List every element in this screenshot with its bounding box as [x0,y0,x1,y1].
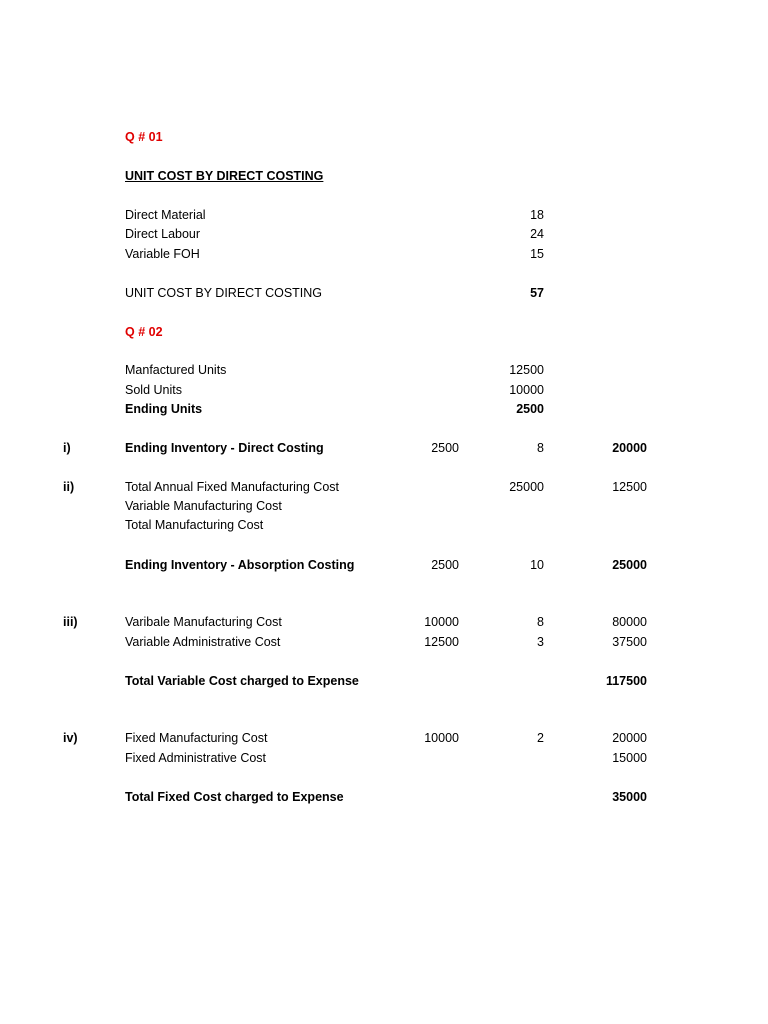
row-col3: 25000 [612,558,647,572]
row-label: Total Annual Fixed Manufacturing Cost [125,480,340,494]
part-iv-row-fixed-mfg [0,728,768,748]
row-label: Variable FOH [125,247,200,261]
row-col3: 37500 [612,635,647,649]
part-ii-row-variable-mfg [0,496,768,516]
part-iii-row-variable-mfg [0,612,768,632]
row-col2: 8 [537,441,544,455]
row-col2: 10 [530,558,544,572]
row-col3: 15000 [612,751,647,765]
row-value: 18 [530,208,544,222]
row-label: Total Manufacturing Cost [125,518,264,532]
row-label: Ending Inventory - Direct Costing [125,441,324,455]
row-label: Manfactured Units [125,363,227,377]
row-col2: 8 [537,615,544,629]
row-col3: 35000 [612,790,647,804]
part-iii-marker: iii) [63,615,78,629]
row-value: 24 [530,227,544,241]
row-label: Fixed Administrative Cost [125,751,267,765]
part-iv-row-fixed-admin [0,748,768,768]
part-iv-marker: iv) [63,731,78,745]
row-col3: 117500 [605,674,647,688]
row-value: 12500 [509,363,544,377]
row-col3: 20000 [612,731,647,745]
row-label: Total Variable Cost charged to Expense [125,674,359,688]
row-value: 10000 [509,383,544,397]
row-label: Direct Labour [125,227,201,241]
q1-title: UNIT COST BY DIRECT COSTING [125,169,324,183]
part-ii-marker: ii) [63,480,75,494]
q1-title-row [0,166,768,186]
row-col2: 25000 [509,480,544,494]
q1-row-direct-labour [0,224,768,244]
part-i-marker: i) [63,441,71,455]
row-label: Direct Material [125,208,206,222]
row-col3: 20000 [612,441,647,455]
part-ii-row-total-mfg [0,515,768,535]
row-value: 15 [530,247,544,261]
q1-row-direct-material [0,205,768,225]
q1-heading-row [0,127,768,147]
row-label: Variable Manufacturing Cost [125,499,282,513]
row-label: Ending Units [125,402,203,416]
row-col1: 12500 [424,635,459,649]
q1-row-variable-foh [0,244,768,264]
row-value: 2500 [516,402,544,416]
row-col1: 2500 [431,441,459,455]
q2-row-manufactured-units [0,360,768,380]
row-col1: 10000 [424,731,459,745]
row-label: Fixed Manufacturing Cost [125,731,268,745]
part-iii-total-row [0,671,768,691]
row-col2: 2 [537,731,544,745]
row-label: Sold Units [125,383,182,397]
q1-total-row [0,283,768,303]
q2-heading-row [0,322,768,342]
q2-heading: Q # 02 [125,325,163,339]
row-label: Total Fixed Cost charged to Expense [125,790,344,804]
q1-heading: Q # 01 [125,130,163,144]
q1-total-value: 57 [530,286,544,300]
row-label: Ending Inventory - Absorption Costing [125,558,355,572]
row-col1: 10000 [424,615,459,629]
part-iv-total-row [0,787,768,807]
row-col2: 3 [537,635,544,649]
q2-row-ending-units [0,399,768,419]
row-label: Variable Administrative Cost [125,635,281,649]
part-i-row [0,438,768,458]
part-ii-row-fixed-mfg [0,477,768,497]
row-col3: 80000 [612,615,647,629]
row-col3: 12500 [612,480,647,494]
part-iii-row-variable-admin [0,632,768,652]
row-col1: 2500 [431,558,459,572]
q1-total-label: UNIT COST BY DIRECT COSTING [125,286,323,300]
part-ii-ending-row [0,555,768,575]
row-label: Varibale Manufacturing Cost [125,615,282,629]
q2-row-sold-units [0,380,768,400]
